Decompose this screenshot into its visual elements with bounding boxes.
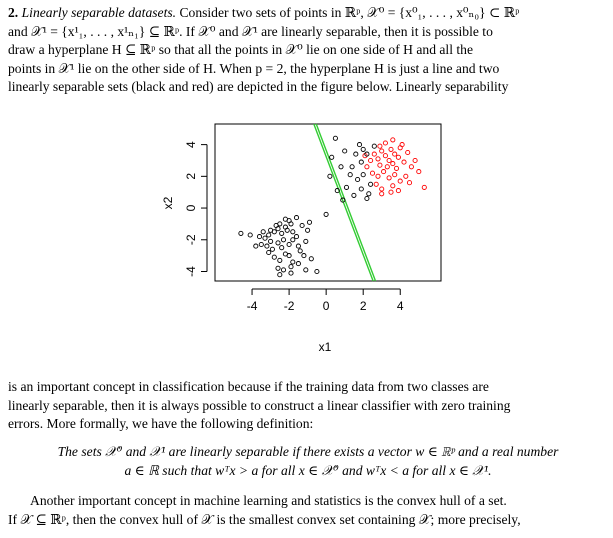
separator-line-group (314, 124, 376, 281)
data-point-s1-7 (396, 155, 400, 159)
data-point-s0-28 (278, 258, 282, 262)
data-point-s0-34 (281, 268, 285, 272)
data-point-s2-9 (328, 174, 332, 178)
data-point-s0-35 (289, 265, 293, 269)
problem-title: Linearly separable datasets. (21, 5, 177, 20)
data-point-s0-48 (315, 269, 319, 273)
data-point-s0-40 (306, 228, 310, 232)
data-point-s1-38 (380, 192, 384, 196)
paragraph-4 (8, 492, 605, 529)
data-point-s0-45 (278, 273, 282, 277)
data-point-s0-16 (259, 242, 263, 246)
data-point-s0-5 (267, 233, 271, 237)
y-tick-label-0: -4 (184, 266, 198, 277)
definition-line-2: a ∈ ℝ such that wᵀx > a for all x ∈ 𝒳⁰ and wᵀx < a for all x ∈ 𝒳¹. (124, 462, 492, 478)
p2-line-1: is an important concept in classification because if the training data from two classes are (8, 379, 489, 394)
data-point-s1-27 (407, 181, 411, 185)
data-point-s1-6 (393, 152, 397, 156)
data-point-s1-21 (398, 179, 402, 183)
plot-frame (215, 124, 441, 281)
data-point-s0-44 (298, 249, 302, 253)
p1-line-3: draw a hyperplane H ⊆ ℝᵖ so that all the points in 𝒳⁰ lie on one side of H and all the (8, 42, 473, 57)
data-point-s1-9 (378, 163, 382, 167)
data-point-s0-22 (281, 238, 285, 242)
data-point-s2-8 (361, 173, 365, 177)
data-point-s0-33 (276, 266, 280, 270)
data-point-s2-7 (356, 177, 360, 181)
data-point-s1-12 (394, 166, 398, 170)
data-point-s1-30 (369, 158, 373, 162)
data-point-s2-5 (339, 165, 343, 169)
data-point-s1-4 (387, 158, 391, 162)
data-point-s1-37 (400, 143, 404, 147)
data-point-s0-9 (276, 227, 280, 231)
data-point-s0-23 (287, 242, 291, 246)
x-axis-label: x1 (318, 340, 332, 354)
data-point-s0-7 (272, 230, 276, 234)
data-point-s1-39 (378, 144, 382, 148)
p1-line-5: linearly separable sets (black and red) are depicted in the figure below. Linearly separability (8, 79, 509, 94)
data-point-s1-22 (404, 174, 408, 178)
data-point-s1-28 (417, 170, 421, 174)
data-point-s1-14 (406, 150, 410, 154)
y-tick-label-3: 2 (184, 172, 198, 180)
paragraph-1 (8, 4, 605, 97)
data-point-s0-49 (300, 223, 304, 227)
data-point-s1-20 (393, 173, 397, 177)
data-point-s2-0 (333, 136, 337, 140)
data-point-s0-43 (254, 244, 258, 248)
p1-line-1 (8, 4, 605, 23)
p1-line-1-text: Consider two sets of points in ℝᵖ, 𝒳⁰ = {x⁰₁, . . . , x⁰ₙ₀} ⊂ ℝᵖ (179, 5, 520, 20)
data-point-s0-27 (272, 255, 276, 259)
data-point-s1-18 (382, 170, 386, 174)
data-point-s0-50 (267, 250, 271, 254)
data-point-s0-26 (296, 244, 300, 248)
data-point-s0-30 (287, 254, 291, 258)
data-point-s1-36 (365, 165, 369, 169)
data-point-s2-18 (372, 144, 376, 148)
paragraph-2 (8, 378, 605, 434)
data-point-s1-1 (376, 157, 380, 161)
separator-line-2 (316, 124, 375, 281)
data-point-s1-0 (372, 152, 376, 156)
data-point-s1-19 (387, 176, 391, 180)
data-point-s1-34 (413, 158, 417, 162)
data-point-s1-2 (380, 149, 384, 153)
data-point-s0-11 (280, 231, 284, 235)
definition (28, 443, 588, 480)
problem-number: 2. (8, 5, 19, 20)
p4-line-2: If 𝒳 ⊆ ℝᵖ, then the convex hull of 𝒳 is the smallest convex set containing 𝒳; more precisely, (8, 511, 521, 527)
data-point-s0-42 (309, 257, 313, 261)
data-point-s2-10 (344, 185, 348, 189)
data-point-s0-15 (291, 230, 295, 234)
data-point-s1-11 (391, 162, 395, 166)
data-point-s0-24 (291, 238, 295, 242)
x-tick-label-3: 2 (359, 299, 367, 313)
data-point-s0-18 (269, 239, 273, 243)
data-point-s2-23 (330, 155, 334, 159)
scatter-plot (120, 108, 460, 358)
data-point-s0-0 (239, 231, 243, 235)
data-point-s0-21 (280, 246, 284, 250)
y-axis-label: x2 (161, 196, 175, 210)
p4-line-1: Another important concept in machine learning and statistics is the convex hull of a set. (30, 493, 507, 508)
data-point-s0-25 (294, 235, 298, 239)
data-point-s0-1 (248, 233, 252, 237)
data-point-s1-31 (383, 141, 387, 145)
y-tick-label-1: -2 (184, 234, 198, 246)
data-point-s0-51 (307, 220, 311, 224)
p1-line-2: and 𝒳¹ = {x¹₁, . . . , x¹ₙ₁} ⊆ ℝᵖ. If 𝒳⁰ and 𝒳¹ are linearly separable, then it is possible to (8, 23, 493, 39)
data-point-s1-13 (402, 160, 406, 164)
data-point-s1-15 (409, 165, 413, 169)
data-point-s1-35 (389, 190, 393, 194)
data-point-s1-10 (385, 165, 389, 169)
x-tick-label-4: 4 (396, 299, 404, 313)
data-point-s1-24 (380, 187, 384, 191)
x-tick-label-2: 0 (322, 299, 330, 313)
data-point-s2-1 (343, 149, 347, 153)
data-point-s1-29 (422, 185, 426, 189)
data-point-s1-5 (389, 147, 393, 151)
data-point-s0-10 (278, 222, 282, 226)
data-point-s2-2 (354, 152, 358, 156)
data-point-s1-17 (376, 174, 380, 178)
data-point-s2-17 (357, 143, 361, 147)
data-point-s0-19 (270, 247, 274, 251)
points-group (239, 136, 427, 277)
data-point-s1-3 (383, 154, 387, 158)
data-point-s0-31 (291, 260, 295, 264)
data-point-s2-6 (348, 173, 352, 177)
data-point-s0-36 (296, 262, 300, 266)
y-tick-label-2: 0 (184, 204, 198, 212)
definition-line-1: The sets 𝒳⁰ and 𝒳¹ are linearly separable if there exists a vector w ∈ ℝᵖ and a real number (57, 444, 559, 459)
y-tick-label-4: 4 (184, 141, 198, 148)
data-point-s0-38 (287, 219, 291, 223)
x-tick-label-0: -4 (246, 299, 258, 313)
data-point-s2-15 (365, 196, 369, 200)
data-point-s0-2 (257, 235, 261, 239)
data-point-s1-32 (391, 138, 395, 142)
data-point-s2-19 (367, 192, 371, 196)
data-point-s2-14 (352, 193, 356, 197)
data-point-s0-41 (304, 239, 308, 243)
data-point-s2-21 (350, 165, 354, 169)
p2-line-2: linearly separable, then it is always possible to construct a linear classifier with zero training (8, 397, 511, 413)
data-point-s0-47 (304, 268, 308, 272)
x-axis (247, 289, 404, 313)
data-point-s1-25 (391, 184, 395, 188)
data-point-s0-3 (261, 230, 265, 234)
data-point-s2-11 (359, 187, 363, 191)
data-point-s0-20 (276, 241, 280, 245)
data-point-s2-12 (369, 182, 373, 186)
data-point-s0-17 (265, 244, 269, 248)
data-point-s2-22 (361, 147, 365, 151)
data-point-s0-39 (294, 216, 298, 220)
data-point-s1-26 (396, 189, 400, 193)
p1-line-4: points in 𝒳¹ lie on the other side of H. When p = 2, the hyperplane H is just a line and two (8, 60, 500, 76)
data-point-s0-4 (263, 236, 267, 240)
data-point-s0-46 (289, 271, 293, 275)
x-tick-label-1: -2 (283, 299, 295, 313)
data-point-s1-16 (370, 171, 374, 175)
y-axis (184, 141, 207, 277)
data-point-s1-23 (374, 182, 378, 186)
data-point-s2-3 (359, 160, 363, 164)
p2-line-3: errors. More formally, we have the following definition: (8, 416, 314, 431)
data-point-s2-16 (324, 212, 328, 216)
data-point-s0-32 (302, 254, 306, 258)
